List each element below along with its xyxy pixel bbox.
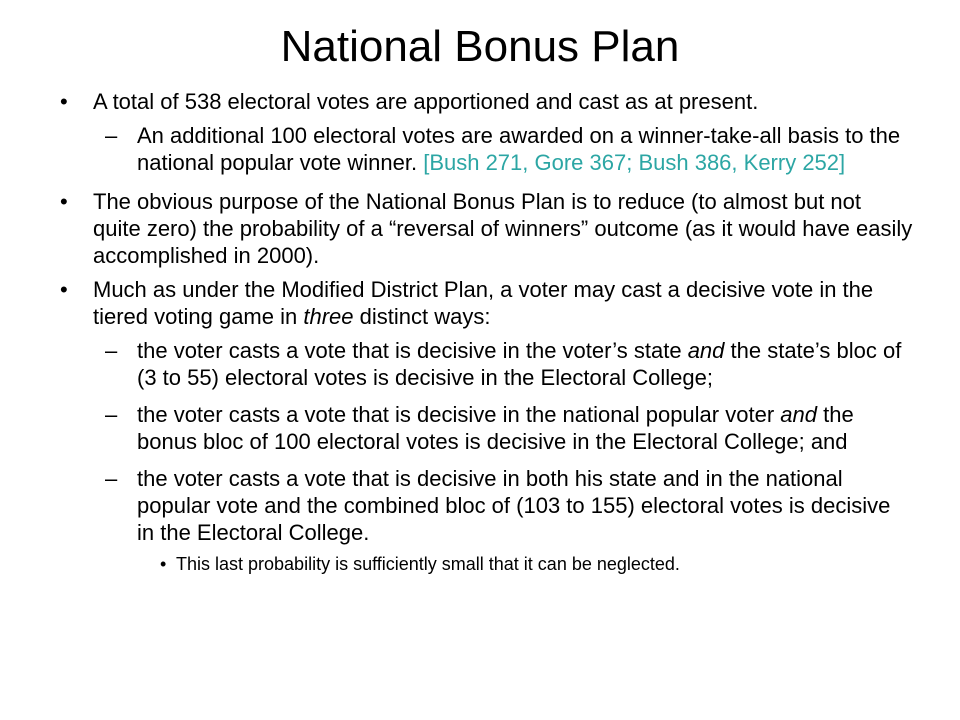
bullet-item-decisive-ways (0, 276, 913, 330)
dash-icon: – (105, 402, 118, 427)
slide-title: National Bonus Plan (280, 22, 680, 71)
dash-icon: – (105, 123, 118, 148)
election-results-note: [Bush 271, Gore 367; Bush 386, Kerry 252] (423, 150, 846, 175)
emphasis-text: and (687, 338, 725, 363)
sub-bullet-item-state-decisive (0, 337, 907, 391)
sub-bullet-text: the voter casts a vote that is decisive in the voter’s state (137, 338, 688, 363)
bullet-text: The obvious purpose of the National Bonus Plan is to reduce (to almost but not quite zero) the probability of a “reversal of winners” outcome (as it would have easily accomplished in 2000). (93, 189, 913, 268)
bullet-item-total-votes (0, 88, 913, 115)
sub-sub-bullet-item-negligible (0, 553, 896, 575)
sub-bullet-text: An additional 100 electoral votes are awarded on a winner-take-all basis to the national popular vote winner. (137, 123, 901, 175)
bullet-text-end: distinct ways: (353, 304, 491, 329)
sub-bullet-text-end: the state’s bloc of (3 to 55) electoral votes is decisive in the Electoral College; (137, 338, 902, 390)
bullet-text: A total of 538 electoral votes are apportioned and cast as at present. (93, 89, 759, 114)
dash-icon: – (105, 338, 118, 363)
bullet-icon: • (160, 554, 167, 574)
slide-body (0, 88, 960, 575)
dash-icon: – (105, 466, 118, 491)
sub-bullet-item-national-decisive (0, 401, 907, 455)
sub-bullet-text: the voter casts a vote that is decisive in the national popular voter (137, 402, 781, 427)
sub-bullet-item-both-decisive (0, 465, 907, 546)
emphasis-text: and (780, 402, 817, 427)
sub-sub-bullet-text: This last probability is sufficiently small that it can be neglected. (176, 554, 680, 574)
sub-bullet-text: the voter casts a vote that is decisive in both his state and in the national popular vote and the combined bloc of (103 to 155) electoral votes is decisive in the Electoral College. (137, 466, 891, 545)
emphasis-text: three (303, 304, 354, 329)
bullet-text: Much as under the Modified District Plan, a voter may cast a decisive vote in the tiered voting game in (93, 277, 874, 329)
sub-bullet-text-end: the bonus bloc of 100 electoral votes is decisive in the Electoral College; and (137, 402, 854, 454)
sub-bullet-item-bonus-votes (0, 122, 907, 176)
bullet-icon: • (60, 89, 68, 114)
bullet-item-purpose (0, 188, 913, 269)
bullet-icon: • (60, 277, 68, 302)
bullet-icon: • (60, 189, 68, 214)
